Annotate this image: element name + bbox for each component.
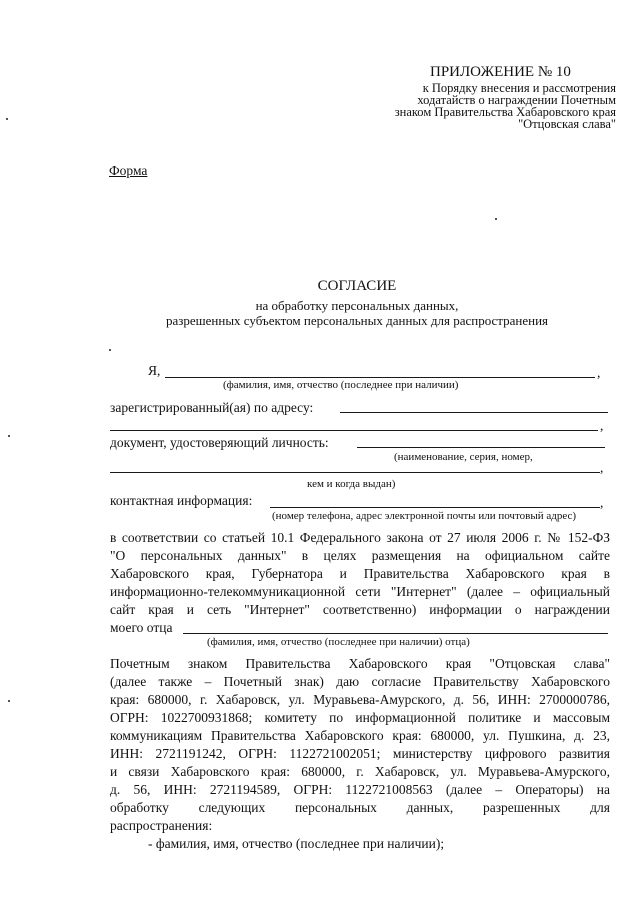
father-hint: (фамилия, имя, отчество (последнее при наличии) отца) [207, 636, 470, 648]
paragraph-line: и связи Хабаровского края: 680000, г. Хабаровск, ул. Муравьева-Амурского, [110, 764, 610, 779]
contact-hint: (номер телефона, адрес электронной почты или почтовый адрес) [272, 510, 577, 522]
document-title: СОГЛАСИЕ [317, 278, 397, 294]
appendix-title: ПРИЛОЖЕНИЕ № 10 [430, 64, 571, 80]
document-field[interactable] [357, 447, 605, 448]
contact-label: контактная информация: [110, 493, 253, 508]
address-label: зарегистрированный(ая) по адресу: [110, 400, 314, 415]
paragraph-line: моего отца [110, 620, 173, 635]
father-fio-field[interactable] [183, 633, 608, 634]
scan-speck [6, 118, 8, 120]
paragraph-line: коммуникациям Правительства Хабаровского края: 680000, ул. Пушкина, д. 23, [110, 728, 610, 743]
document-label: документ, удостоверяющий личность: [110, 435, 329, 450]
paragraph-line: Хабаровского края, Губернатора и Правительства Хабаровского края в [110, 566, 610, 581]
issued-hint: кем и когда выдан) [307, 478, 396, 490]
paragraph-line: обработку следующих персональных данных, разрешенных для [110, 800, 610, 815]
scan-speck [8, 435, 10, 437]
paragraph-line: края: 680000, г. Хабаровск, ул. Муравьева-Амурского, д. 56, ИНН: 2700000786, [110, 692, 610, 707]
appendix-subtitle [395, 82, 616, 130]
scan-speck [8, 700, 10, 702]
document-subtitle [0, 298, 636, 328]
contact-field[interactable] [270, 507, 600, 508]
comma: , [597, 365, 601, 380]
appendix-line: ходатайств о награждении Почетным [417, 93, 616, 107]
paragraph-line: сайт края и сеть "Интернет" соответственно) информации о награждении [110, 602, 610, 617]
paragraph-line: информационно-телекоммуникационной сети "Интернет" (далее – официальный [110, 584, 610, 599]
subtitle-line: разрешенных субъектом персональных данных для распространения [165, 313, 549, 328]
paragraph-line: распространения: [110, 818, 213, 833]
address-field[interactable] [340, 412, 608, 413]
appendix-line: знаком Правительства Хабаровского края [394, 105, 616, 119]
paragraph-line: ОГРН: 1022700931868; комитету по информационной политике и массовым [110, 710, 610, 725]
comma: , [600, 418, 604, 433]
paragraph-line: Почетным знаком Правительства Хабаровского края "Отцовская слава" [110, 656, 610, 671]
subtitle-line: на обработку персональных данных, [255, 298, 459, 313]
list-item: - фамилия, имя, отчество (последнее при наличии); [148, 836, 445, 851]
address-field-line2[interactable] [110, 430, 598, 431]
fio-field[interactable] [165, 377, 595, 378]
comma: , [600, 460, 604, 475]
paragraph-line: ИНН: 2721191242, ОГРН: 1122721002051; министерству цифрового развития [110, 746, 610, 761]
comma: , [600, 495, 604, 510]
paragraph-line: "О персональных данных" в целях размещения на официальном сайте [110, 548, 610, 563]
scan-speck [109, 349, 111, 351]
paragraph-line: д. 56, ИНН: 2721194589, ОГРН: 1122721008563 (далее – Операторы) на [110, 782, 610, 797]
fio-hint: (фамилия, имя, отчество (последнее при наличии) [223, 379, 459, 391]
document-hint: (наименование, серия, номер, [394, 451, 533, 463]
form-label: Форма [109, 163, 148, 178]
appendix-line: "Отцовская слава" [518, 117, 616, 131]
paragraph-line: (далее также – Почетный знак) даю согласие Правительству Хабаровского [110, 674, 610, 689]
paragraph-line: в соответствии со статьей 10.1 Федерального закона от 27 июля 2006 г. № 152-ФЗ [110, 530, 610, 545]
appendix-line: к Порядку внесения и рассмотрения [422, 81, 616, 95]
document-field-line2[interactable] [110, 472, 600, 473]
i-label: Я, [148, 363, 161, 378]
scan-speck [495, 218, 497, 220]
